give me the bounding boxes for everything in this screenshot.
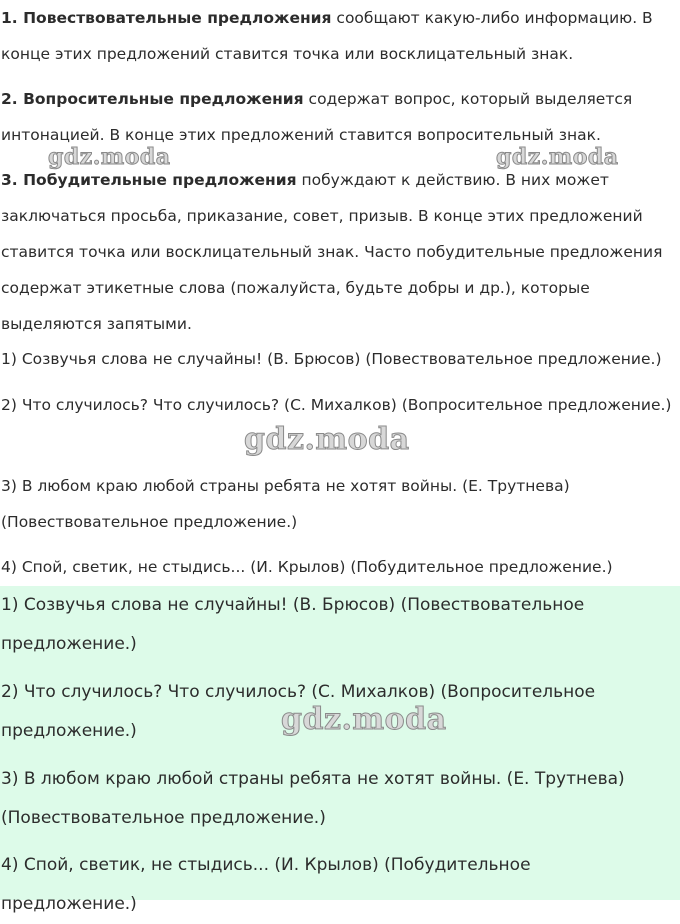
term-interrogative: 2. Вопросительные предложения <box>1 90 304 108</box>
watermark-logo: gdz.moda <box>281 702 447 737</box>
answer-item-2: 2) Что случилось? Что случилось? (С. Михалков) (Вопросительное предложение.) <box>1 396 672 414</box>
theory-paragraph-imperative <box>0 162 680 342</box>
highlighted-answer-item-1: 1) Созвучья слова не случайны! (В. Брюсов) (Повествовательное предложение.) <box>1 595 585 654</box>
term-imperative: 3. Побудительные предложения <box>1 171 297 189</box>
answer-item-4: 4) Спой, светик, не стыдись... (И. Крылов) (Побудительное предложение.) <box>1 558 613 576</box>
answer-item-3: 3) В любом краю любой страны ребята не хотят войны. (Е. Трутнева) (Повествовательное предложение.) <box>1 477 570 531</box>
theory-paragraph-interrogative <box>0 81 680 153</box>
watermark-logo: gdz.moda <box>48 144 171 170</box>
highlighted-answer-item-4: 4) Спой, светик, не стыдись... (И. Крылов) (Побудительное предложение.) <box>1 855 531 914</box>
watermark-logo: gdz.moda <box>244 422 410 457</box>
term-declarative: 1. Повествовательные предложения <box>1 9 332 27</box>
answer-item-1: 1) Созвучья слова не случайны! (В. Брюсов) (Повествовательное предложение.) <box>1 350 662 368</box>
definition-declarative: сообщают какую-либо информацию. В конце этих предложений ставится точка или восклицательный знак. <box>1 9 653 63</box>
highlighted-answer-item-2: 2) Что случилось? Что случилось? (С. Михалков) (Вопросительное предложение.) <box>1 682 596 741</box>
definition-imperative: побуждают к действию. В них может заключаться просьба, приказание, совет, призыв. В конце этих предложений ставится точка или восклицательный знак. Часто побудительные предложения содержат этикетные слова (пожалуйста, будьте добры и др.), которые выделяются запятыми. <box>1 171 663 333</box>
definition-interrogative: содержат вопрос, который выделяется интонацией. В конце этих предложений ставится вопросительный знак. <box>1 90 633 144</box>
watermark-logo: gdz.moda <box>496 144 619 170</box>
highlighted-answers-block <box>0 586 680 914</box>
highlighted-answer-item-3: 3) В любом краю любой страны ребята не хотят войны. (Е. Трутнева) (Повествовательное предложение.) <box>1 769 625 828</box>
theory-paragraph-declarative <box>0 0 680 72</box>
